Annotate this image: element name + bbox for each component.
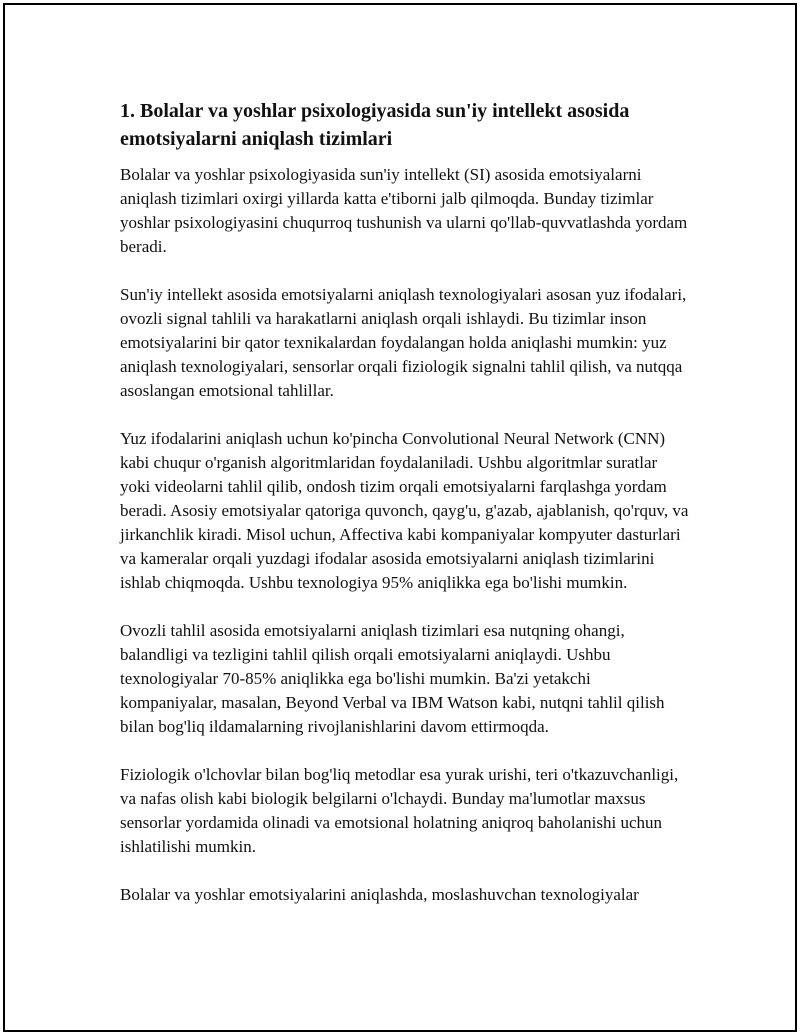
paragraph: Yuz ifodalarini aniqlash uchun ko'pincha Convolutional Neural Network (CNN) kabi chuqur o'rganish algoritmlaridan foydalaniladi. Ushbu algoritmlar suratlar yoki videolarni tahlil qilib, ondosh tizim orqali emotsiyalarni farqlashga yordam beradi. Asosiy emotsiyalar qatoriga quvonch, qayg'u, g'azab, ajablanish, qo'rquv, va jirkanchlik kiradi. Misol uchun, Affectiva kabi kompaniyalar kompyuter dasturlari va kameralar orqali yuzdagi ifodalar asosida emotsiyalarni aniqlash tizimlarini ishlab chiqmoqda. Ushbu texnologiya 95% aniqlikka ega bo'lishi mumkin. <box>120 429 689 592</box>
paragraph: Bolalar va yoshlar psixologiyasida sun'iy intellekt (SI) asosida emotsiyalarni aniqlash tizimlari oxirgi yillarda katta e'tiborni jalb qilmoqda. Bunday tizimlar yoshlar psixologiyasini chuqurroq tushunish va ularni qo'llab-quvvatlashda yordam beradi. <box>120 165 688 256</box>
page-frame <box>3 3 797 1032</box>
paragraph: Sun'iy intellekt asosida emotsiyalarni aniqlash texnologiyalari asosan yuz ifodalari, ovozli signal tahlili va harakatlarni aniqlash orqali ishlaydi. Bu tizimlar inson emotsiyalarini bir qator texnikalardan foydalangan holda aniqlashi mumkin: yuz aniqlash texnologiyalari, sensorlar orqali fiziologik signalni tahlil qilish, va nutqqa asoslangan emotsional tahlillar. <box>120 285 687 400</box>
section-heading: 1. Bolalar va yoshlar psixologiyasida sun'iy intellekt asosida emotsiyalarni aniqlash tizimlari <box>120 100 630 150</box>
document-body <box>120 97 690 931</box>
paragraph: Ovozli tahlil asosida emotsiyalarni aniqlash tizimlari esa nutqning ohangi, balandligi va tezligini tahlil qilish orqali emotsiyalarni aniqlaydi. Ushbu texnologiyalar 70-85% aniqlikka ega bo'lishi mumkin. Ba'zi yetakchi kompaniyalar, masalan, Beyond Verbal va IBM Watson kabi, nutqni tahlil qilish bilan bog'liq ildamalarning rivojlanishlarini davom ettirmoqda. <box>120 621 665 736</box>
paragraph: Fiziologik o'lchovlar bilan bog'liq metodlar esa yurak urishi, teri o'tkazuvchanligi, va nafas olish kabi biologik belgilarni o'lchaydi. Bunday ma'lumotlar maxsus sensorlar yordamida olinadi va emotsional holatning aniqroq baholanishi uchun ishlatilishi mumkin. <box>120 765 679 856</box>
paragraph: Bolalar va yoshlar emotsiyalarini aniqlashda, moslashuvchan texnologiyalar <box>120 885 639 904</box>
